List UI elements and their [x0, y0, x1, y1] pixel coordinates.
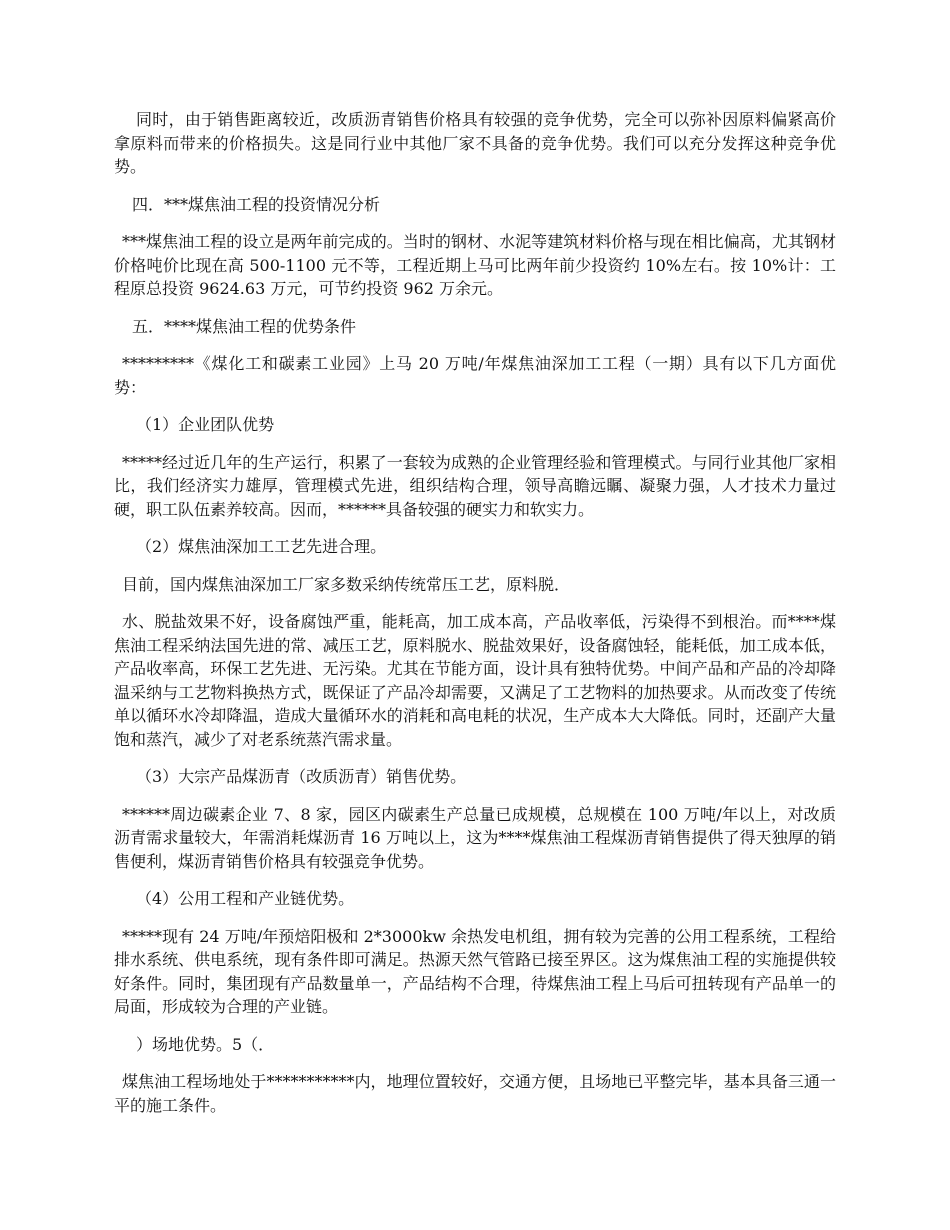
- paragraph-advantage-intro: *********《煤化工和碳素工业园》上马 20 万吨/年煤焦油深加工工程（一期）具有以下几方面优势：: [114, 354, 836, 397]
- section-heading-investment-analysis: 四．***煤焦油工程的投资情况分析: [132, 194, 381, 214]
- document-page: [114, 108, 836, 1131]
- paragraph-utilities-advantage: *****现有 24 万吨/年预焙阳极和 2*3000kw 余热发电机组，拥有较为完善的公用工程系统，工程给排水系统、供电系统，现有条件即可满足。热源天然气管路已接至界区。这为煤焦油工程的实施提供较好条件。同时，集团现有产品数量单一，产品结构不合理，待煤焦油工程上马后可扭转现有产品单一的局面，形成较为合理的产业链。: [114, 926, 836, 1016]
- paragraph-investment-analysis: ***煤焦油工程的设立是两年前完成的。当时的钢材、水泥等建筑材料价格与现在相比偏高，尤其钢材价格吨价比现在高 500-1100 元不等，工程近期上马可比两年前少投资约 10%左右。按 10%计：工程原总投资 9624.63 万元，可节约投资 962 万余元。: [114, 232, 836, 298]
- paragraph-team-advantage: *****经过近几年的生产运行，积累了一套较为成熟的企业管理经验和管理模式。与同行业其他厂家相比，我们经济实力雄厚，管理模式先进，组织结构合理，领导高瞻远瞩、凝聚力强，人才技术力量过硬，职工队伍素养较高。因而，******具备较强的硬实力和软实力。: [114, 452, 836, 519]
- subheading-pitch-sales-advantage: （3）大宗产品煤沥青（改质沥青）销售优势。: [136, 767, 467, 786]
- paragraph-process-details: 水、脱盐效果不好，设备腐蚀严重，能耗高，加工成本高，产品收率低，污染得不到根治。而****煤焦油工程采纳法国先进的常、减压工艺，原料脱水、脱盐效果好，设备腐蚀轻，能耗低，加工成本低，产品收率高，环保工艺先进、无污染。尤其在节能方面，设计具有独特优势。中间产品和产品的冷却降温采纳与工艺物料换热方式，既保证了产品冷却需要，又满足了工艺物料的加热要求。从而改变了传统单以循环水冷却降温，造成大量循环水的消耗和高电耗的状况，生产成本大大降低。同时，还副产大量饱和蒸汽，减少了对老系统蒸汽需求量。: [114, 612, 836, 749]
- section-heading-advantage-conditions: 五．****煤焦油工程的优势条件: [132, 316, 357, 336]
- subheading-utilities-advantage: （4）公用工程和产业链优势。: [136, 889, 355, 908]
- subheading-process-advantage: （2）煤焦油深加工工艺先进合理。: [136, 537, 387, 556]
- subheading-team-advantage: （1）企业团队优势: [136, 415, 275, 434]
- paragraph-competitive-advantage: 同时，由于销售距离较近，改质沥青销售价格具有较强的竞争优势，完全可以弥补因原料偏紧高价拿原料而带来的价格损失。这是同行业中其他厂家不具备的竞争优势。我们可以充分发挥这种竞争优势。: [114, 110, 836, 176]
- paragraph-site-advantage: 煤焦油工程场地处于***********内，地理位置较好，交通方便，且场地已平整完毕，基本具备三通一平的施工条件。: [114, 1072, 836, 1115]
- paragraph-process-intro: 目前，国内煤焦油深加工厂家多数采纳传统常压工艺，原料脱．: [122, 574, 571, 594]
- subheading-site-advantage: ）场地优势。5（．: [136, 1034, 275, 1054]
- paragraph-pitch-sales-advantage: ******周边碳素企业 7、8 家，园区内碳素生产总量已成规模，总规模在 100 万吨/年以上，对改质沥青需求量较大，年需消耗煤沥青 16 万吨以上，这为****煤焦油工程煤沥青销售提供了得天独厚的销售便利，煤沥青销售价格具有较强竞争优势。: [114, 804, 836, 871]
